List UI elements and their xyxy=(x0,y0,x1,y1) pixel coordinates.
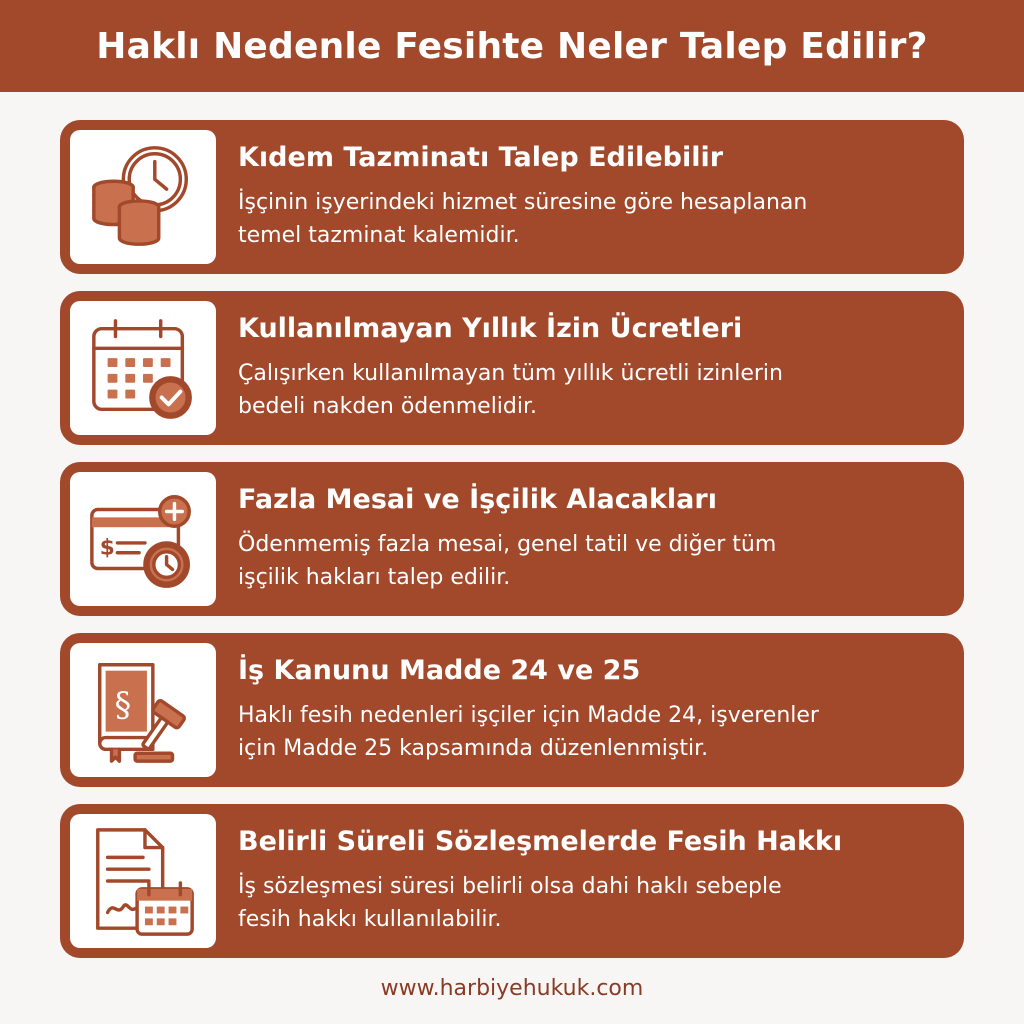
card-description-line: Ödenmemiş fazla mesai, genel tatil ve diğer tüm xyxy=(238,532,777,557)
info-card-labor-law xyxy=(60,633,964,787)
info-card-severance xyxy=(60,120,964,274)
payslip-clock-icon xyxy=(84,480,202,598)
card-description xyxy=(238,870,944,936)
card-description-line: fesih hakkı kullanılabilir. xyxy=(238,907,502,932)
card-description-line: bedeli nakden ödenmelidir. xyxy=(238,394,538,419)
icon-box xyxy=(70,472,216,606)
icon-box xyxy=(70,301,216,435)
law-book-gavel-icon xyxy=(84,651,202,769)
info-card-annual-leave xyxy=(60,291,964,445)
card-description xyxy=(238,699,944,765)
card-description-line: işçilik hakları talep edilir. xyxy=(238,565,511,590)
icon-box xyxy=(70,643,216,777)
card-description-line: Haklı fesih nedenleri işçiler için Madde 24, işverenler xyxy=(238,703,819,728)
card-description xyxy=(238,357,944,423)
icon-box xyxy=(70,814,216,948)
card-description-line: Çalışırken kullanılmayan tüm yıllık ücretli izinlerin xyxy=(238,361,783,386)
page-title: Haklı Nedenle Fesihte Neler Talep Edilir? xyxy=(96,25,928,67)
card-title: Fazla Mesai ve İşçilik Alacakları xyxy=(238,484,717,515)
coins-clock-icon xyxy=(84,138,202,256)
card-description-line: İş sözleşmesi süresi belirli olsa dahi haklı sebeple xyxy=(238,874,782,899)
card-description xyxy=(238,528,944,594)
calendar-check-icon xyxy=(84,309,202,427)
card-description-line: için Madde 25 kapsamında düzenlenmiştir. xyxy=(238,736,709,761)
header-banner xyxy=(0,0,1024,92)
contract-calendar-icon xyxy=(84,822,202,940)
card-title: İş Kanunu Madde 24 ve 25 xyxy=(238,655,641,686)
icon-box xyxy=(70,130,216,264)
info-card-overtime xyxy=(60,462,964,616)
card-title: Kıdem Tazminatı Talep Edilebilir xyxy=(238,142,724,173)
website-link[interactable]: www.harbiyehukuk.com xyxy=(380,976,644,1001)
card-title: Kullanılmayan Yıllık İzin Ücretleri xyxy=(238,313,743,344)
card-description xyxy=(238,186,944,252)
card-description-line: temel tazminat kalemidir. xyxy=(238,223,520,248)
card-description-line: İşçinin işyerindeki hizmet süresine göre hesaplanan xyxy=(238,190,808,215)
info-card-fixed-term xyxy=(60,804,964,958)
card-title: Belirli Süreli Sözleşmelerde Fesih Hakkı xyxy=(238,826,843,857)
svg-text:$: $ xyxy=(99,535,115,561)
svg-text:§: § xyxy=(114,684,132,724)
